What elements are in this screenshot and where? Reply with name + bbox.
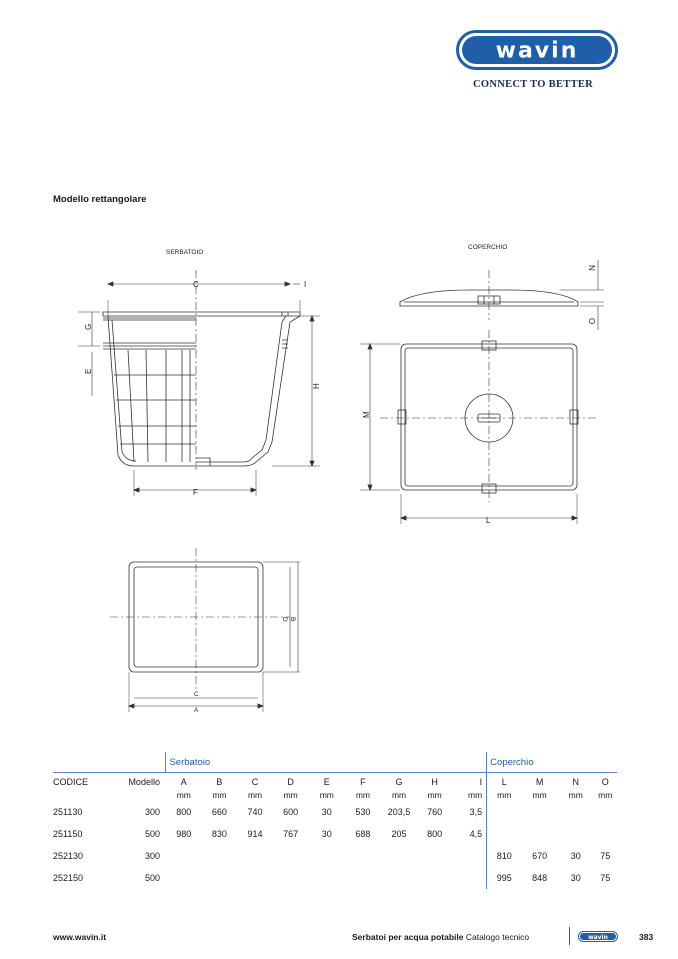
cell-e: 30	[321, 829, 332, 839]
cell-l: 995	[487, 867, 522, 889]
col-g-header: G	[381, 773, 418, 789]
logo-wordmark: wavin	[495, 38, 579, 64]
cell-b: 660	[211, 807, 227, 817]
cell-h	[417, 867, 452, 889]
cell-c	[237, 845, 273, 867]
col-n-header: N	[558, 773, 594, 789]
row-code: 251150	[53, 829, 83, 839]
dim-b-label: B	[289, 617, 296, 622]
cell-g: 203,5	[387, 807, 411, 817]
dim-d-label: D	[281, 617, 288, 622]
dim-o-label: O	[587, 318, 596, 325]
cell-b	[202, 845, 238, 867]
cell-b: 830	[211, 829, 227, 839]
cell-d: 600	[283, 807, 299, 817]
col-h-header: H	[417, 773, 452, 789]
unit-d: mm	[283, 789, 298, 800]
cell-d: 767	[283, 829, 299, 839]
cell-n	[558, 801, 594, 823]
cell-i	[452, 867, 487, 889]
brand-tagline: CONNECT TO BETTER	[473, 79, 594, 90]
footer-title-rest: Catalogo tecnico	[463, 932, 530, 942]
tank-side-view	[103, 312, 300, 466]
cell-i	[452, 845, 487, 867]
row-model: 300	[144, 851, 160, 861]
cell-o: 75	[600, 851, 611, 861]
cell-l: 810	[487, 845, 522, 867]
cell-m: 848	[532, 873, 548, 883]
cell-o: 75	[600, 873, 611, 883]
footer-title	[352, 932, 529, 942]
footer-divider	[569, 927, 570, 945]
cell-d	[273, 867, 309, 889]
dim-c-plan-label: C	[194, 691, 199, 698]
cell-e	[308, 845, 345, 867]
unit-e: mm	[319, 789, 334, 800]
dim-e-label: E	[84, 368, 93, 374]
row-model: 500	[144, 873, 160, 883]
cell-a	[166, 845, 202, 867]
cover-label: COPERCHIO	[468, 244, 508, 251]
cell-a: 800	[176, 807, 192, 817]
cell-n	[558, 823, 594, 845]
page-number: 383	[639, 932, 654, 942]
col-l-header: L	[487, 773, 522, 789]
cell-l	[487, 823, 522, 845]
model-header: Modello	[111, 773, 166, 789]
cell-f	[345, 845, 381, 867]
dim-g-label: G	[84, 323, 93, 330]
cell-i: 3,5	[469, 807, 483, 817]
cell-o	[594, 823, 617, 845]
col-m-header: M	[521, 773, 558, 789]
cell-f: 530	[355, 807, 371, 817]
footer-wavin-logo	[578, 931, 618, 942]
cell-n: 30	[570, 851, 581, 861]
cell-h: 800	[427, 829, 443, 839]
unit-i: mm	[468, 789, 483, 800]
cell-e: 30	[321, 807, 332, 817]
cell-h	[417, 845, 452, 867]
unit-g: mm	[391, 789, 407, 800]
cell-c: 914	[247, 829, 263, 839]
cell-g	[381, 845, 418, 867]
dim-f-label: F	[193, 488, 198, 497]
group-tank-heading: Serbatoio	[166, 752, 487, 773]
cell-g	[381, 867, 418, 889]
table-row	[53, 867, 617, 889]
cell-a	[166, 867, 202, 889]
cell-a: 980	[176, 829, 192, 839]
dim-m-label: M	[362, 411, 371, 418]
dim-n-label: N	[587, 265, 596, 271]
cell-f	[345, 867, 381, 889]
cell-b	[202, 867, 238, 889]
dim-h-label: H	[312, 383, 321, 389]
specification-table	[53, 752, 617, 889]
cell-d	[273, 845, 309, 867]
dim-l-label: L	[486, 516, 491, 525]
cell-o	[594, 801, 617, 823]
unit-c: mm	[247, 789, 263, 800]
footer-url[interactable]: www.wavin.it	[53, 932, 107, 942]
cell-n: 30	[570, 873, 581, 883]
cell-f: 688	[355, 829, 371, 839]
col-e-header: E	[308, 773, 345, 789]
unit-a: mm	[176, 789, 191, 800]
cell-e	[308, 867, 345, 889]
unit-m: mm	[532, 789, 547, 800]
tank-label: SERBATOIO	[166, 249, 204, 256]
section-title: Modello rettangolare	[53, 194, 147, 205]
footer-title-bold: Serbatoi per acqua potabile	[352, 932, 464, 942]
col-o-header: O	[594, 773, 617, 789]
col-b-header: B	[202, 773, 238, 789]
cell-m	[521, 823, 558, 845]
row-code: 252130	[53, 851, 84, 861]
col-f-header: F	[345, 773, 381, 789]
unit-n: mm	[568, 789, 583, 800]
row-code: 252150	[53, 873, 84, 883]
cell-c: 740	[247, 807, 263, 817]
unit-b: mm	[212, 789, 227, 800]
dim-i-label: I	[304, 280, 307, 289]
row-model: 500	[144, 829, 160, 839]
table-row	[53, 823, 617, 845]
cell-c	[237, 867, 273, 889]
table-row	[53, 845, 617, 867]
footer-logo-wordmark: wavin	[588, 934, 608, 941]
row-model: 300	[144, 807, 160, 817]
table-row	[53, 801, 617, 823]
cell-l	[487, 801, 522, 823]
code-header: CODICE	[53, 773, 111, 789]
col-a-header: A	[166, 773, 202, 789]
unit-h: mm	[427, 789, 442, 800]
dim-c-label: C	[193, 280, 199, 289]
unit-l: mm	[487, 788, 522, 801]
cover-plan-view	[398, 341, 578, 493]
unit-o: mm	[598, 789, 613, 800]
col-c-header: C	[237, 773, 273, 789]
cell-g: 205	[391, 829, 407, 839]
dim-a-label: A	[194, 707, 199, 714]
cell-i: 4,5	[469, 829, 483, 839]
unit-f: mm	[355, 789, 370, 800]
cell-m: 670	[532, 851, 548, 861]
cell-h: 760	[427, 807, 443, 817]
col-d-header: D	[273, 773, 309, 789]
col-i-header: I	[452, 773, 487, 789]
cell-m	[521, 801, 558, 823]
group-cover-heading: Coperchio	[487, 752, 617, 773]
row-code: 251130	[53, 807, 83, 817]
